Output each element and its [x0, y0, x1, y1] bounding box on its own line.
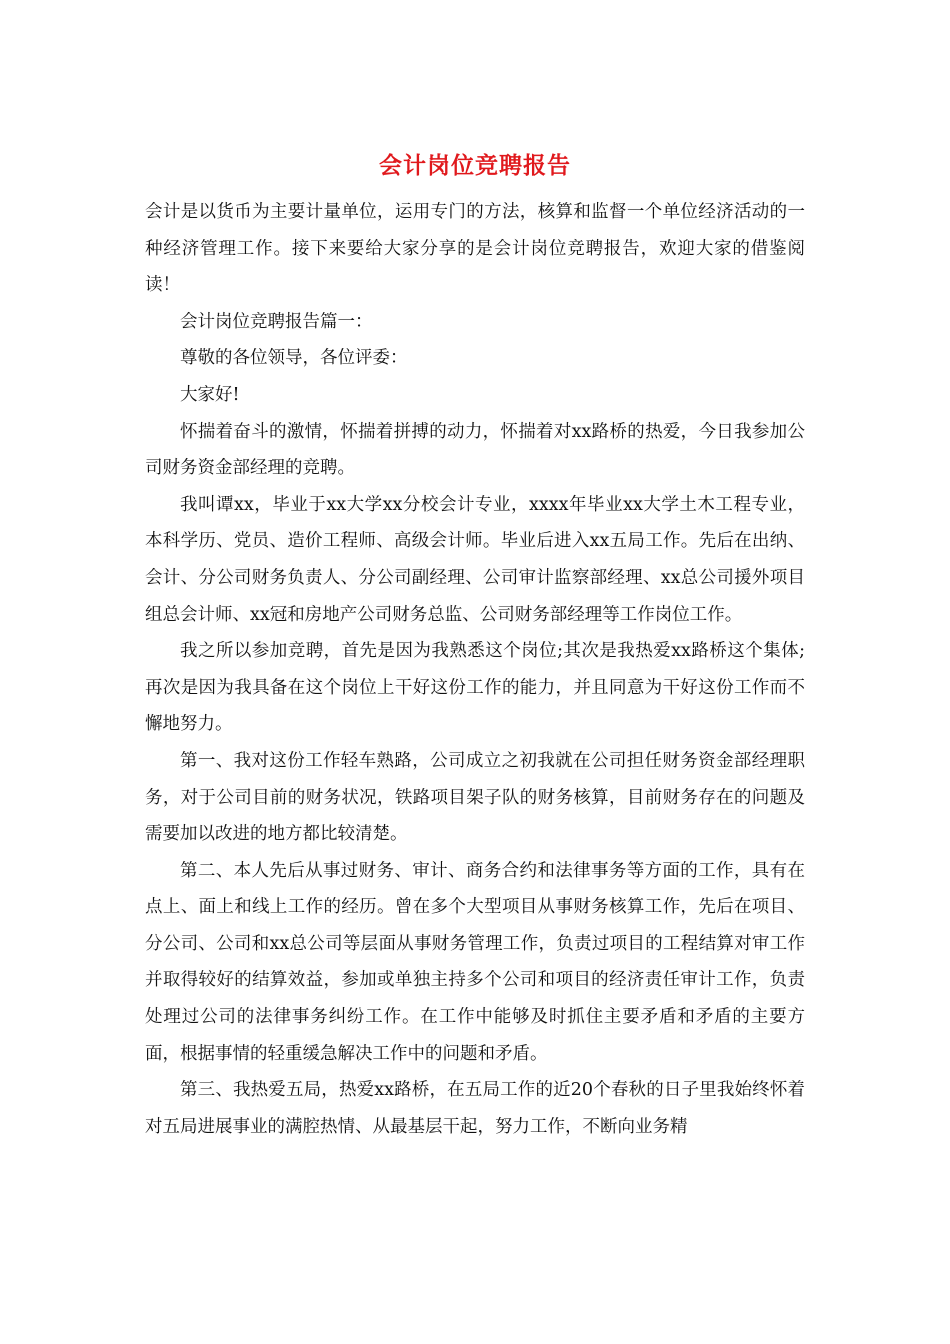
paragraph-intro: 会计是以货币为主要计量单位，运用专门的方法，核算和监督一个单位经济活动的一种经济管理工作。接下来要给大家分享的是会计岗位竞聘报告，欢迎大家的借鉴阅读！ [145, 202, 805, 296]
paragraph-reasons: 我之所以参加竞聘，首先是因为我熟悉这个岗位;其次是我热爱xx路桥这个集体;再次是因为我具备在这个岗位上干好这份工作的能力，并且同意为干好这份工作而不懈地努力。 [145, 641, 805, 735]
paragraph-salutation: 尊敬的各位领导，各位评委： [180, 348, 408, 369]
paragraph-self-introduction: 我叫谭xx，毕业于xx大学xx分校会计专业，xxxx年毕业xx大学土木工程专业，本科学历、党员、造价工程师、高级会计师。毕业后进入xx五局工作。先后在出纳、会计、分公司财务负责人、分公司副经理、公司审计监察部经理、xx总公司援外项目组总会计师、xx冠和房地产公司财务总监、公司财务部经理等工作岗位工作。 [145, 494, 805, 625]
paragraph-point-two: 第二、本人先后从事过财务、审计、商务合约和法律事务等方面的工作，具有在点上、面上和线上工作的经历。曾在多个大型项目从事财务核算工作，先后在项目、分公司、公司和xx总公司等层面从事财务管理工作，负责过项目的工程结算对审工作并取得较好的结算效益，参加或单独主持多个公司和项目的经济责任审计工作，负责处理过公司的法律事务纠纷工作。在工作中能够及时抓住主要矛盾和矛盾的主要方面，根据事情的轻重缓急解决工作中的问题和矛盾。 [145, 860, 805, 1064]
paragraph-point-one: 第一、我对这份工作轻车熟路，公司成立之初我就在公司担任财务资金部经理职务，对于公司目前的财务状况，铁路项目架子队的财务核算，目前财务存在的问题及需要加以改进的地方都比较清楚。 [145, 750, 805, 845]
paragraph-opening: 怀揣着奋斗的激情，怀揣着拼搏的动力，怀揣着对xx路桥的热爱，今日我参加公司财务资金部经理的竞聘。 [145, 421, 805, 479]
paragraph-section-heading: 会计岗位竞聘报告篇一： [180, 311, 373, 332]
paragraph-greeting: 大家好! [180, 384, 240, 405]
paragraph-point-three: 第三、我热爱五局，热爱xx路桥，在五局工作的近20个春秋的日子里我始终怀着对五局进展事业的满腔热情、从最基层干起，努力工作，不断向业务精 [145, 1080, 805, 1137]
document-title: 会计岗位竞聘报告 [379, 152, 571, 179]
document-body [145, 194, 805, 1145]
